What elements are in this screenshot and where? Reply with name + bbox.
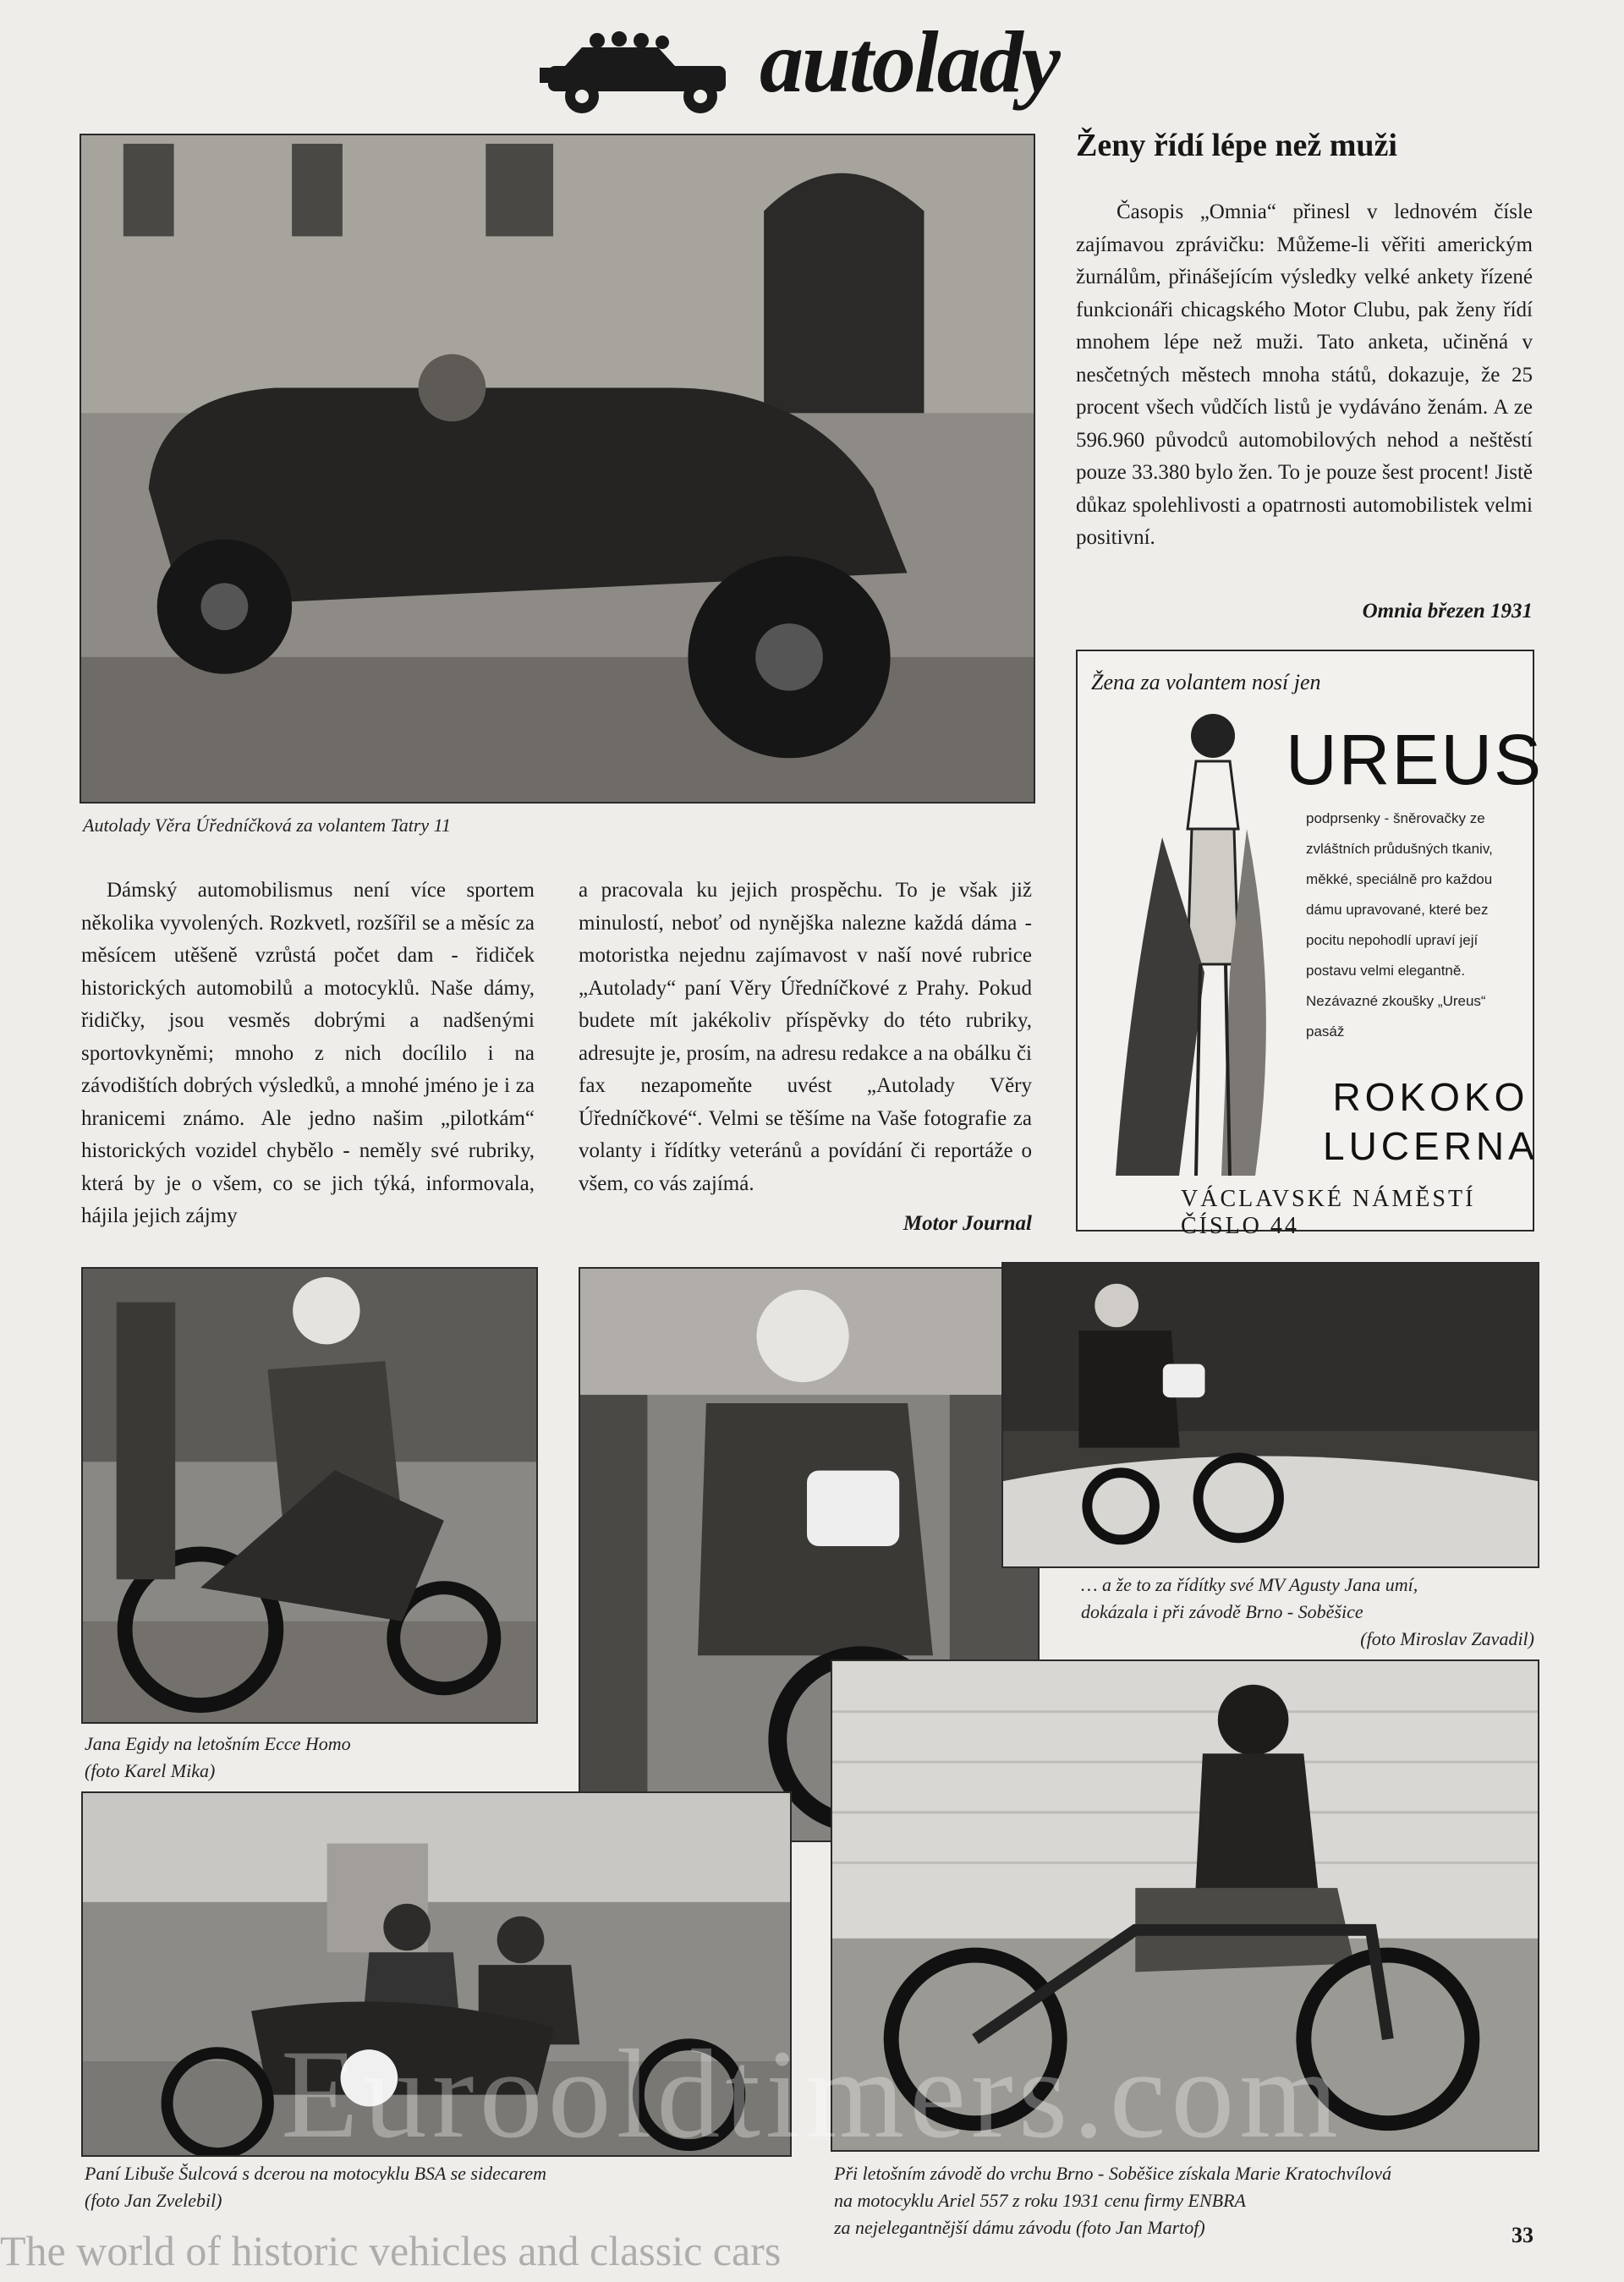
caption-bsa: [85, 2160, 792, 2214]
caption-ariel: [834, 2160, 1539, 2241]
caption-tatra: Autolady Věra Úředníčková za volantem Tatry 11: [83, 815, 452, 836]
caption-bsa-text: Paní Libuše Šulcová s dcerou na motocyklu BSA se sidecarem: [85, 2163, 547, 2184]
caption-ariel-line2: na motocyklu Ariel 557 z roku 1931 cenu firmy ENBRA: [834, 2190, 1246, 2211]
watermark: Eurooldtimers.com: [281, 2024, 1343, 2164]
photo-tatra-11: [80, 134, 1035, 804]
advert-shop-line2: LUCERNA: [1323, 1124, 1539, 1168]
advert-address: VÁCLAVSKÉ NÁMĚSTÍ ČÍSLO 44: [1181, 1186, 1476, 1239]
caption-agusta: [1001, 1572, 1534, 1653]
side-article-body: Časopis „Omnia“ přinesl v lednovém čísle zajímavou zprávičku: Můžeme-li věřiti americkým žurnálům, přinášejícím výsledky velké ankety řízené funkcionáři chicagského Motor Clubu, pak ženy řídí mnohem lépe než muži. Tato anketa, učiněná v nesčetných městech mnoha států, dokazuje, že 25 procent všech vůdčích listů je vydáváno ženám. A ze 596.960 původců automobilových nehod a neštěstí pouze 33.380 bylo žen. To je pouze šest procent! Jistě důkaz spolehlivosti a opatrnosti automobilistek velmi positivní.: [1076, 200, 1533, 549]
advert-shop-line1: ROKOKO: [1332, 1075, 1529, 1119]
main-article-col2: a pracovala ku jejich prospěchu. To je však již minulostí, neboť od nynějška nalezne každá dáma - motoristka nejednu zajímavost v naší nové rubrice „Autolady“ paní Věry Úředníčkové z Prahy. Pokud budete mít jakékoliv příspěvky do této rubriky, adresujte je, prosím, na adresu redakce a na obálku či fax nezapomeňte uvést „Autolady Věry Úředníčkové“. Velmi se těšíme na Vaše fotografie za volanty i řídítky veteránů a povídání či reportáže o všem, co vás zajímá.: [579, 879, 1032, 1195]
caption-agusta-line1: … a že to za řídítky své MV Agusty Jana umí,: [1081, 1574, 1418, 1595]
page-number: 33: [1512, 2223, 1533, 2247]
ureus-advert: [1076, 650, 1544, 1239]
main-article-col1: Dámský automobilismus není více sportem několika vyvolených. Rozkvetl, rozšířil se a měsíc za měsícem utěšeně vzrůstá počet dam - řidiček historických automobilů a motocyklů. Naše dámy, řidičky, jsou vesměs dobrými a nadšenými sportovkyněmi; mnoho z nich docílilo i na závodištích dobrých výsledků, a mnohé jméno je i za hranicemi známo. Ale jedno našim „pilotkám“ historických vozidel chybělo - neměly své rubriky, která by je o všem, co se jich týká, informovala, hájila jejich zájmy: [81, 879, 535, 1227]
caption-bsa-credit: (foto Jan Zvelebil): [85, 2190, 222, 2211]
advert-description: podprsenky - šněrovačky ze zvláštních průdušných tkaniv, měkké, speciálně pro každou dámu upravované, které bez pocitu nepohodlí upraví její postavu velmi elegantně. Nezávazné zkoušky „Ureus“ pasáž: [1306, 810, 1493, 1040]
advert-tagline: Žena za volantem nosí jen: [1091, 670, 1321, 694]
photo-ecce-homo: [81, 1267, 538, 1724]
caption-ecce-homo: [85, 1731, 538, 1785]
caption-ariel-line1: Při letošním závodě do vrchu Brno - Soběšice získala Marie Kratochvílová: [834, 2163, 1392, 2184]
advert-shop: [1323, 1072, 1539, 1171]
main-article-signature: Motor Journal: [903, 1212, 1032, 1235]
side-article-headline: Ženy řídí lépe než muži: [1076, 128, 1397, 163]
footer-tagline: The world of historic vehicles and classic cars: [0, 2227, 782, 2274]
caption-ariel-line3: za nejelegantnější dámu závodu (foto Jan Martof): [834, 2217, 1205, 2238]
section-title: autolady: [760, 14, 1059, 111]
caption-agusta-line2: dokázala i při závodě Brno - Soběšice: [1081, 1601, 1363, 1622]
caption-ecce-homo-text: Jana Egidy na letošním Ecce Homo: [85, 1733, 351, 1754]
lady-illustration-icon: [1111, 702, 1289, 1210]
photo-mv-agusta: [1001, 1262, 1539, 1568]
caption-agusta-credit: (foto Miroslav Zavadil): [1360, 1628, 1534, 1649]
vintage-car-icon: [531, 15, 751, 117]
advert-brand: UREUS: [1286, 720, 1544, 799]
caption-ecce-homo-credit: (foto Karel Mika): [85, 1760, 216, 1781]
side-article-source: Omnia březen 1931: [1362, 600, 1533, 623]
